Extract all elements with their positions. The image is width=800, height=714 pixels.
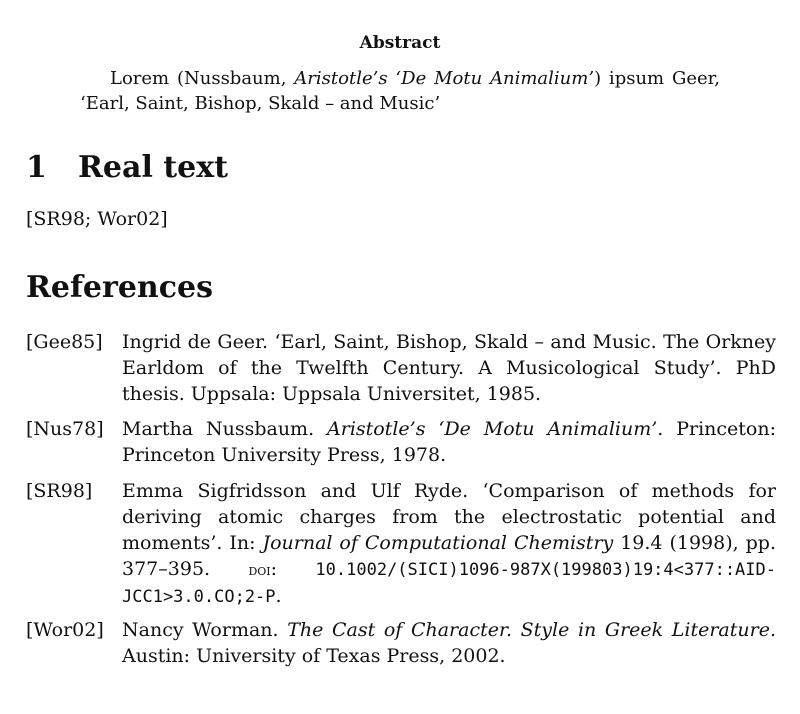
reference-body	[122, 617, 776, 669]
reference-journal: Journal of Computational Chemistry	[262, 532, 614, 554]
reference-body	[122, 478, 776, 610]
citation-text: [SR98; Wor02]	[26, 208, 168, 230]
doi-separator: :	[270, 558, 316, 580]
reference-item	[26, 478, 776, 610]
section-title: Real text	[78, 150, 228, 185]
reference-publisher: . Princeton: Princeton University Press, 1978.	[122, 418, 776, 466]
reference-item	[26, 329, 776, 407]
reference-body	[122, 416, 776, 468]
reference-label: [SR98]	[26, 480, 93, 502]
reference-body: Ingrid de Geer. ‘Earl, Saint, Bishop, Skald – and Music. The Orkney Earldom of the Twelfth Century. A Musicological Study’. PhD thesis. Uppsala: Uppsala Universitet, 1985.	[122, 331, 776, 405]
abstract-title: Abstract	[359, 33, 441, 53]
abstract-cited-title: Aristotle’s ‘De Motu Animalium’	[294, 68, 595, 89]
doi-label: doi	[248, 560, 271, 579]
reference-title: The Cast of Character. Style in Greek Literature.	[287, 619, 776, 641]
reference-label: [Gee85]	[26, 331, 103, 353]
reference-label: [Wor02]	[26, 619, 104, 641]
reference-label: [Nus78]	[26, 418, 104, 440]
abstract-body	[80, 66, 720, 116]
section-heading	[26, 150, 228, 185]
reference-title: Aristotle’s ‘De Motu Animalium’	[327, 418, 658, 440]
reference-publisher: Austin: University of Texas Press, 2002.	[122, 645, 506, 667]
section-number: 1	[26, 150, 47, 185]
reference-volume-pages: 19.4 (1998), pp. 377–395.	[122, 532, 776, 580]
reference-authors-title: Emma Sigfridsson and Ulf Ryde. ‘Comparison of methods for deriving atomic charges from the electrostatic potential and moments’. In:	[122, 480, 776, 554]
reference-item	[26, 617, 776, 669]
reference-author: Martha Nussbaum.	[122, 418, 328, 440]
abstract-text-end: ) ipsum Geer, ‘Earl, Saint, Bishop, Skald – and Music’	[80, 68, 720, 114]
reference-end: .	[275, 585, 282, 607]
reference-author: Nancy Worman.	[122, 619, 288, 641]
doi-link[interactable]: 10.1002/(SICI)1096-987X(199803)19:4<377::AID-JCC1>3.0.CO;2-P	[122, 560, 776, 607]
reference-item	[26, 416, 776, 468]
references-heading: References	[26, 270, 213, 305]
abstract-text: Lorem (Nussbaum,	[110, 68, 295, 89]
